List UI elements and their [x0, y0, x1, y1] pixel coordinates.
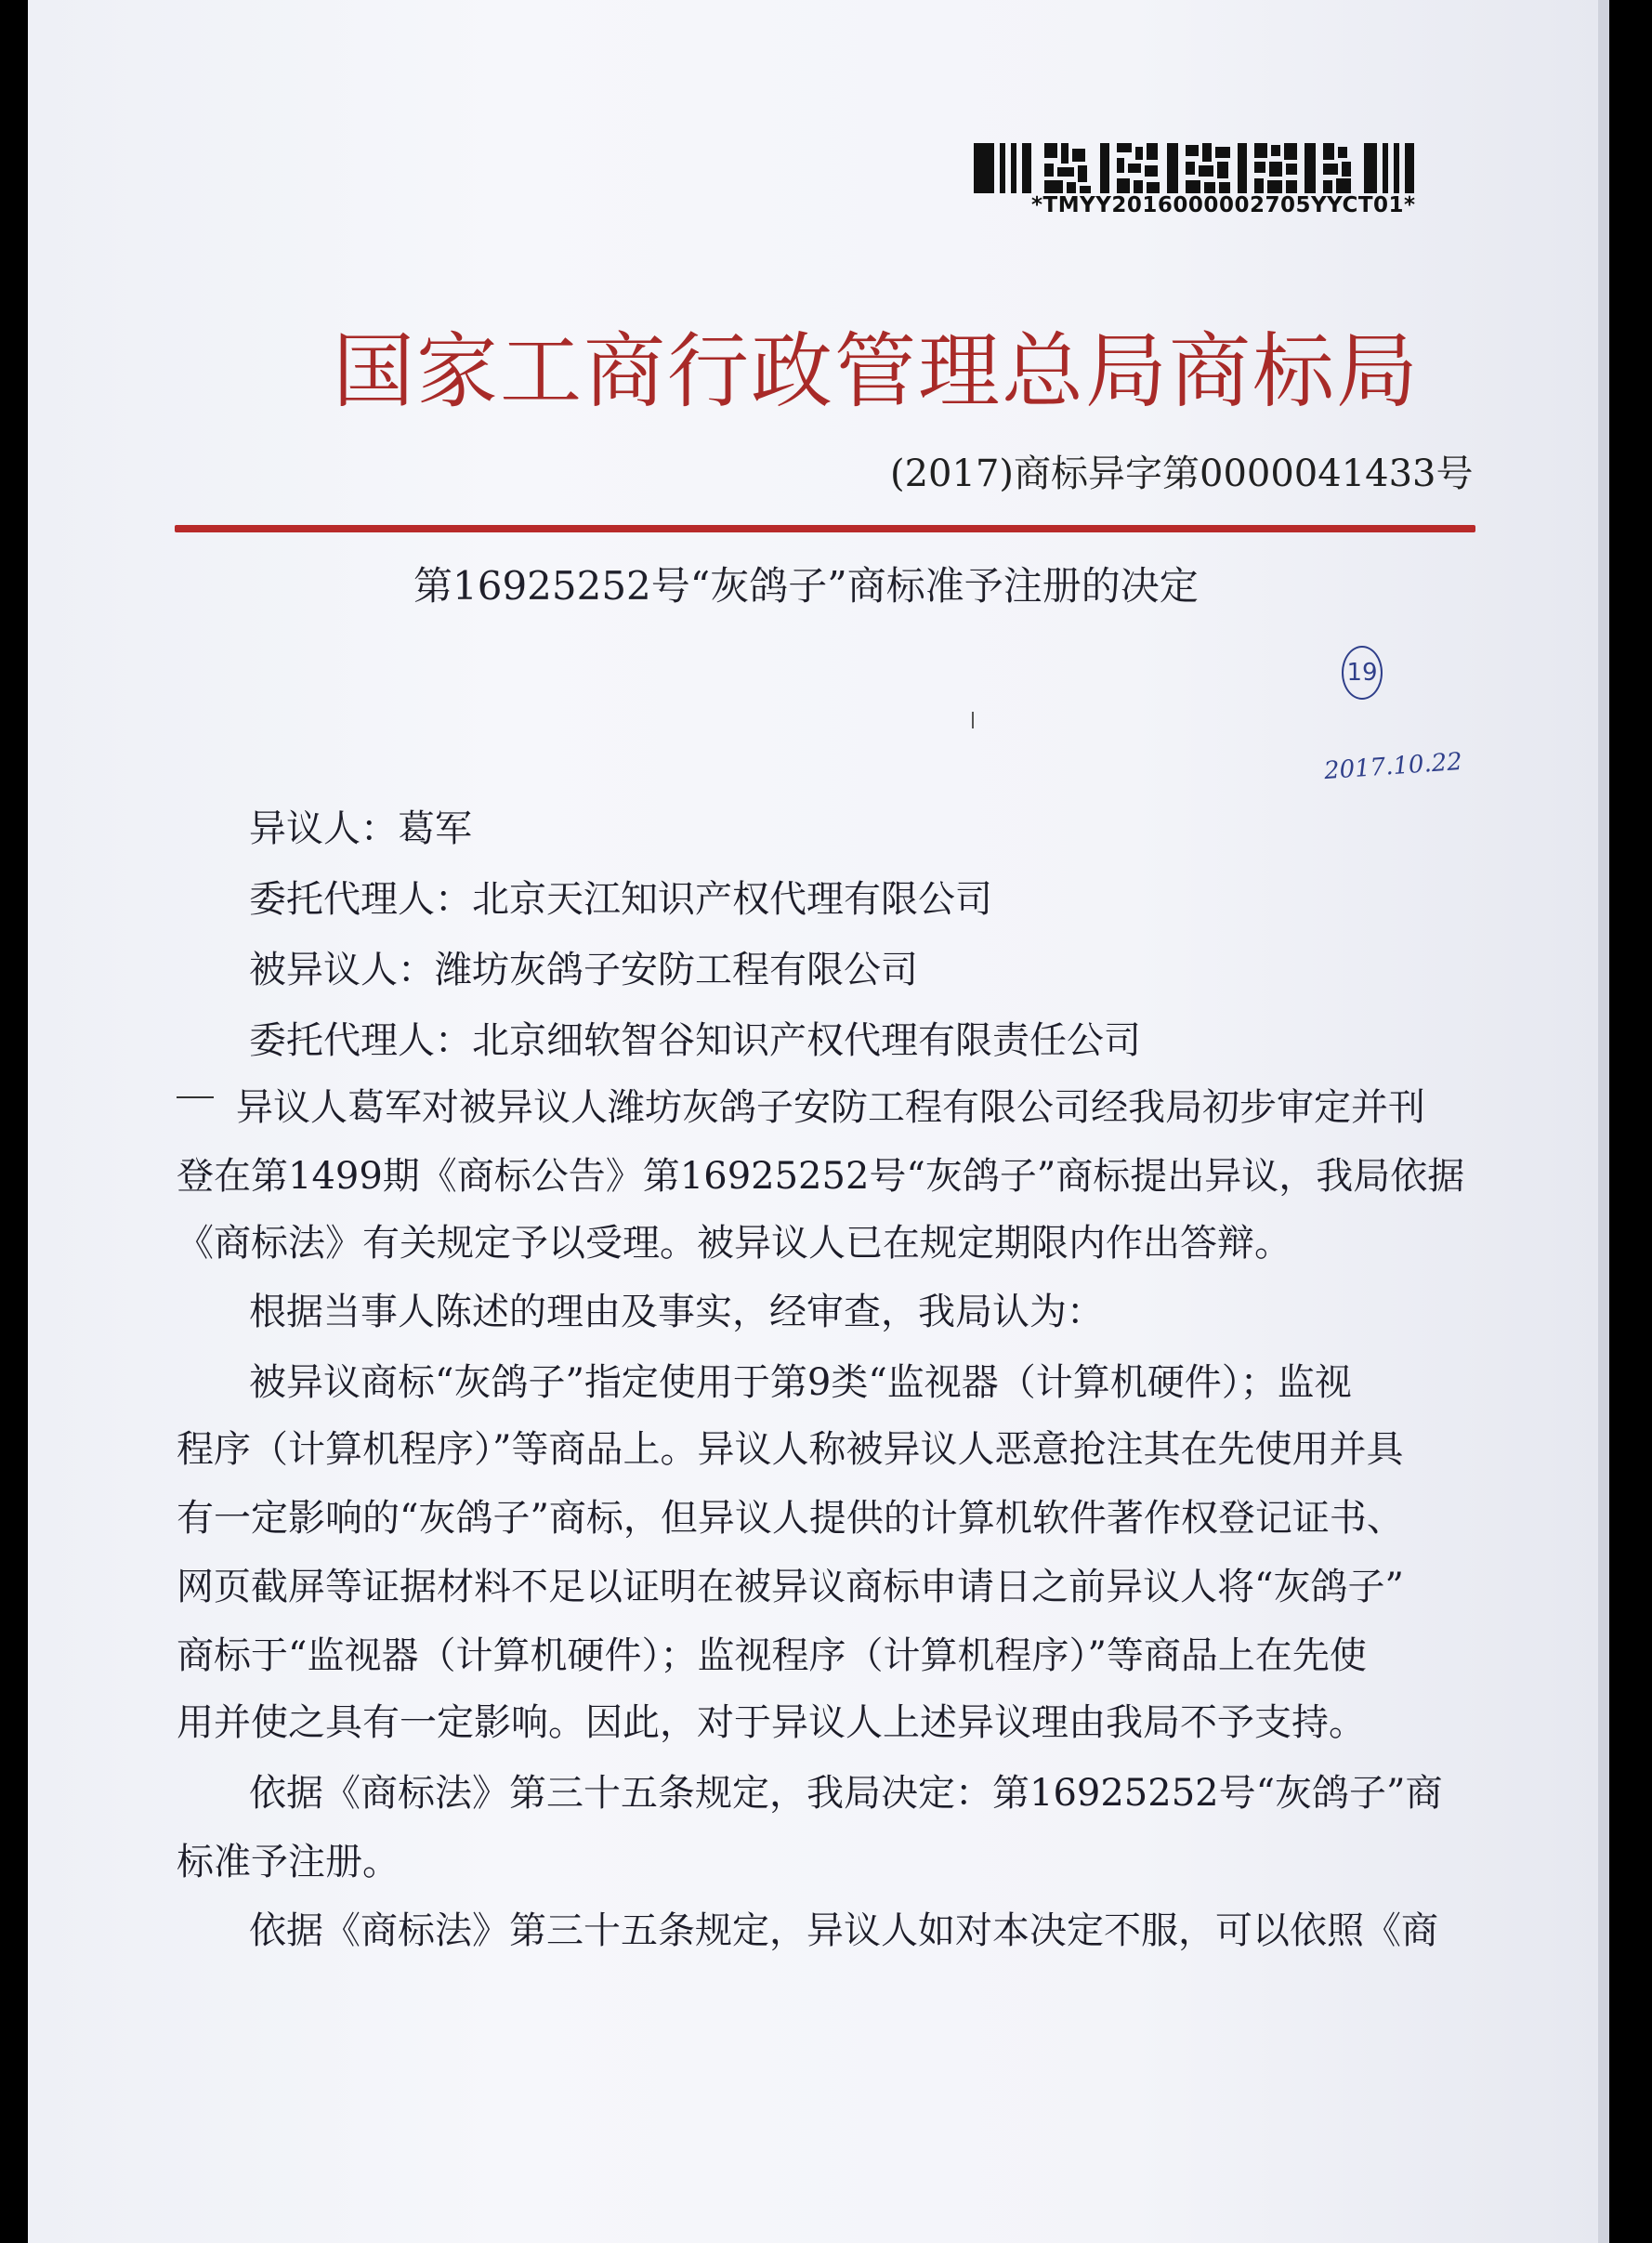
handwritten-date: 2017.10.22 [1323, 747, 1463, 786]
pen-mark [972, 712, 974, 728]
body-line: 《商标法》有关规定予以受理。被异议人已在规定期限内作出答辩。 [177, 1222, 1291, 1265]
decision-title: 第16925252号“灰鸽子”商标准予注册的决定 [413, 563, 1199, 609]
red-rule-divider [175, 525, 1475, 532]
body-line: 依据《商标法》第三十五条规定，异议人如对本决定不服，可以依照《商 [249, 1909, 1438, 1952]
agency-masthead: 国家工商行政管理总局商标局 [333, 323, 1421, 419]
party-respondent-agent: 委托代理人：北京细软智谷知识产权代理有限责任公司 [249, 1019, 1141, 1062]
body-line: 依据《商标法》第三十五条规定，我局决定：第16925252号“灰鸽子”商 [249, 1772, 1443, 1815]
body-line: 有一定影响的“灰鸽子”商标，但异议人提供的计算机软件著作权登记证书、 [177, 1497, 1404, 1540]
body-line: 商标于“监视器（计算机硬件）；监视程序（计算机程序）”等商品上在先使 [177, 1634, 1367, 1677]
party-opposer-agent: 委托代理人：北京天江知识产权代理有限公司 [249, 878, 992, 921]
body-line: 网页截屏等证据材料不足以证明在被异议商标申请日之前异议人将“灰鸽子” [177, 1566, 1404, 1608]
document-number: (2017)商标异字第0000041433号 [890, 453, 1474, 495]
body-line: 用并使之具有一定影响。因此，对于异议人上述异议理由我局不予支持。 [177, 1701, 1366, 1744]
page-fold-edge [1598, 0, 1609, 2243]
body-line: 被异议商标“灰鸽子”指定使用于第9类“监视器（计算机硬件）；监视 [249, 1361, 1352, 1404]
body-line: 标准予注册。 [177, 1841, 400, 1883]
party-opposer: 异议人：葛军 [249, 807, 472, 850]
body-line: 登在第1499期《商标公告》第16925252号“灰鸽子”商标提出异议，我局依据 [177, 1155, 1465, 1198]
body-line: 根据当事人陈述的理由及事实，经审查，我局认为： [249, 1291, 1104, 1333]
barcode-image [974, 139, 1420, 197]
barcode-text: *TMYY2016000002705YYCT01* [1031, 193, 1416, 217]
body-line: 异议人葛军对被异议人潍坊灰鸽子安防工程有限公司经我局初步审定并刊 [236, 1086, 1425, 1129]
margin-dash [177, 1096, 214, 1098]
body-line: 程序（计算机程序）”等商品上。异议人称被异议人恶意抢注其在先使用并具 [177, 1428, 1404, 1471]
handwritten-circled-number: 19 [1342, 646, 1383, 700]
party-respondent: 被异议人：潍坊灰鸽子安防工程有限公司 [249, 949, 918, 991]
